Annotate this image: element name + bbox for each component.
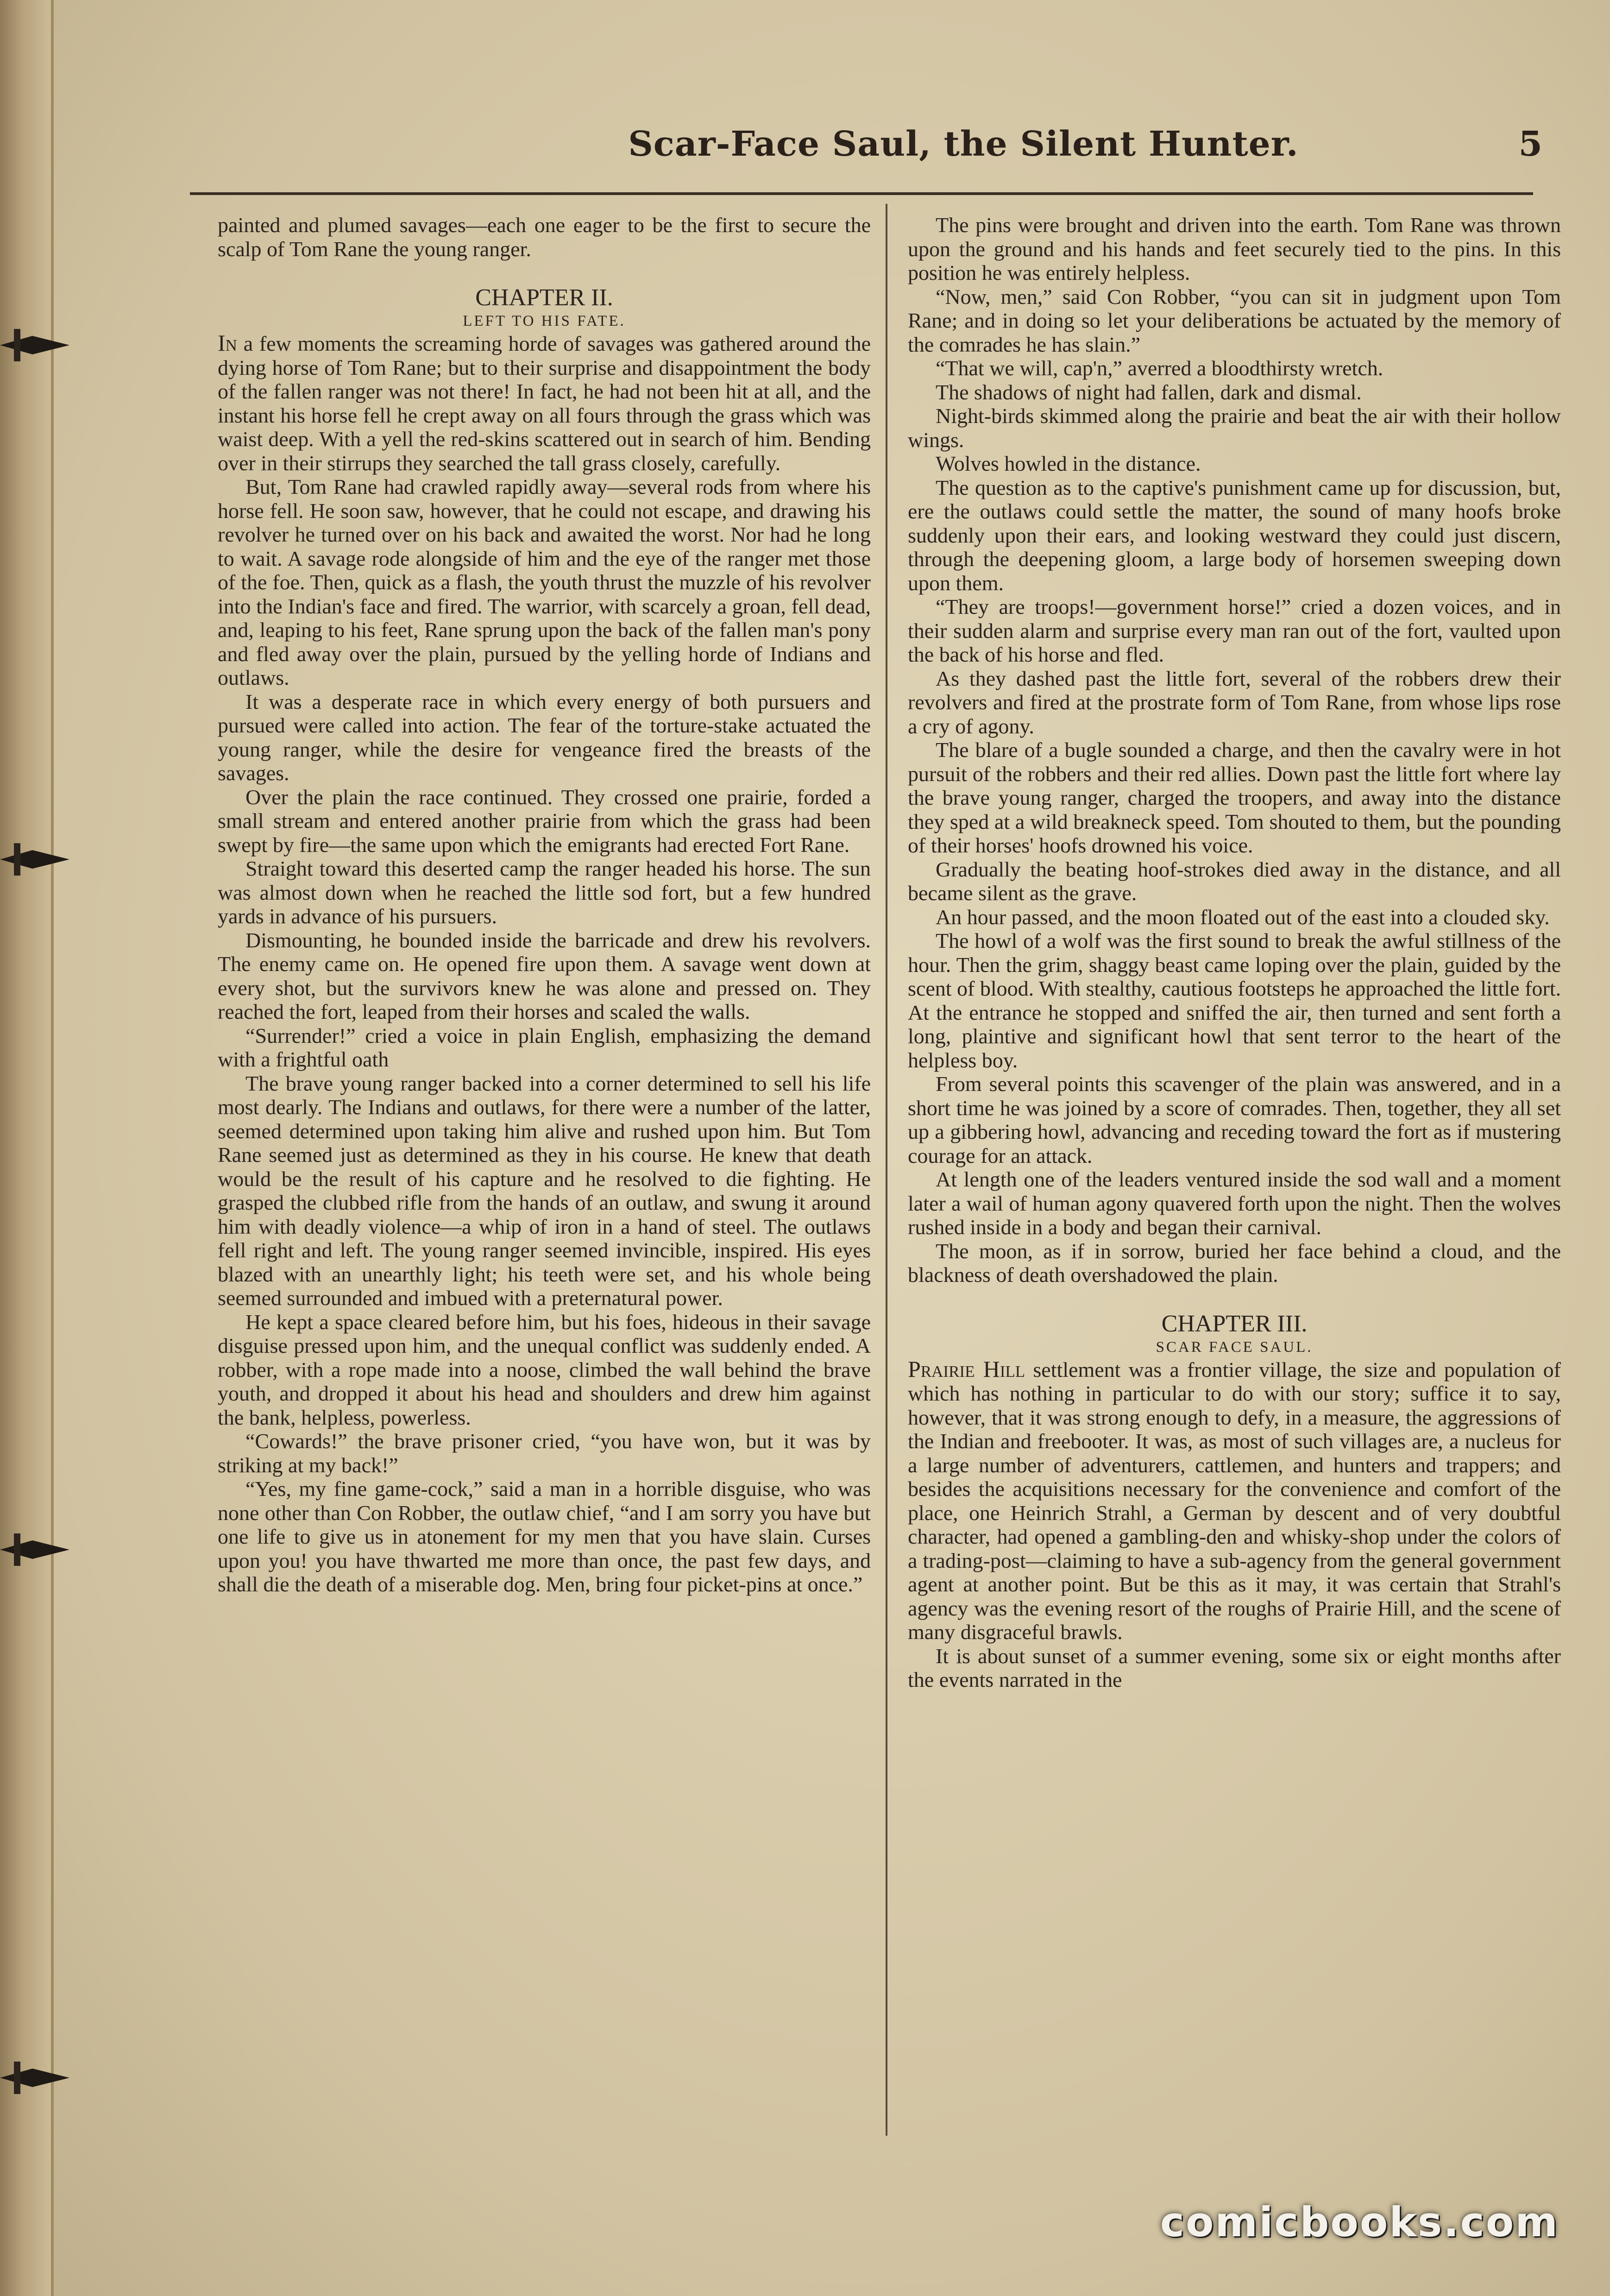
paragraph: But, Tom Rane had crawled rapidly away—several rods from where his horse fell. He soon saw, however, that he could not escape, and drawing his revolver he turned over on his back and awaited the worst. Nor had he long to wait. A savage rode alongside of him and the eye of the ranger met those of the foe. Then, quick as a flash, the youth thrust the muzzle of his revolver into the Indian's face and fired. The warrior, with scarcely a groan, fell dead, and, leaping to his feet, Rane sprung upon the back of the fallen man's pony and fled away over the plain, pursued by the yelling horde of Indians and outlaws.: [218, 475, 871, 689]
paragraph: It is about sunset of a summer evening, some six or eight months after the events narrated in the: [908, 1644, 1561, 1691]
paragraph: The moon, as if in sorrow, buried her face behind a cloud, and the blackness of death overshadowed the plain.: [908, 1239, 1561, 1287]
binding-stitch-icon: [0, 1524, 69, 1575]
paragraph-text: settlement was a frontier village, the size and population of which has nothing in particular to do with our story; suffice it to say, however, that it was strong enough to defy, in a measure, the aggressions of the Indian and freebooter. It was, as most of such villages are, a nucleus for a large number of adventurers, cattlemen, and hunters and trappers; and besides the acquisitions necessary for the convenience and comfort of the place, one Heinrich Strahl, a German by descent and of very doubtful character, had opened a gambling-den and whisky-shop under the colors of a trading-post—claiming to have a sub-agency from the general government agent at another point. But be this as it may, it was certain that Strahl's agency was the evening resort of the roughs of Prairie Hill, and the scene of many disgraceful brawls.: [908, 1357, 1561, 1644]
column-divider: [886, 204, 887, 2136]
binding-stitch-icon: [0, 2052, 69, 2103]
paragraph: At length one of the leaders ventured inside the sod wall and a moment later a wail of human agony quavered forth upon the night. Then the wolves rushed inside in a body and began their carnival.: [908, 1167, 1561, 1239]
page-header: [547, 124, 1542, 175]
paragraph: The pins were brought and driven into the earth. Tom Rane was thrown upon the ground and his hands and feet securely tied to the pins. In this position he was entirely helpless.: [908, 213, 1561, 284]
paragraph: The brave young ranger backed into a corner determined to sell his life most dearly. The Indians and outlaws, for there were a number of the latter, seemed determined upon taking him alive and rushed upon him. But Tom Rane seemed just as determined as they in his course. He knew that death would be the result of his capture and he resolved to die fighting. He grasped the clubbed rifle from the hands of an outlaw, and swung it around him with deadly violence—a whip of iron in a hand of steel. The outlaws fell right and left. The young ranger seemed invincible, inspired. His eyes blazed with an unearthly light; his teeth were set, and his whole being seemed surrounded and imbued with a preternatural power.: [218, 1071, 871, 1310]
right-column: [908, 213, 1561, 2131]
paragraph: The shadows of night had fallen, dark and dismal.: [936, 380, 1362, 404]
paragraph: Straight toward this deserted camp the ranger headed his horse. The sun was almost down when he reached the little sod fort, but a few hundred yards in advance of his pursuers.: [218, 857, 871, 928]
paragraph: The howl of a wolf was the first sound to break the awful stillness of the hour. Then the grim, shaggy beast came loping over the plain, guided by the scent of blood. With stealthy, cautious footsteps he approached the little fort. At the entrance he stopped and sniffed the air, then turned and sent forth a long, plaintive and significant howl that sent terror to the heart of the helpless boy.: [908, 929, 1561, 1072]
paragraph: The question as to the captive's punishment came up for discussion, but, ere the outlaws could settle the matter, the sound of many hoofs broke suddenly upon their ears, and looking westward they could just discern, through the deepening gloom, a large body of horsemen sweeping down upon them.: [908, 475, 1561, 595]
paragraph: [908, 1357, 1561, 1644]
page-number: 5: [1518, 124, 1542, 164]
binding-stitch-icon: [0, 834, 69, 885]
paragraph: painted and plumed savages—each one eager to be the first to secure the scalp of Tom Rane the young ranger.: [218, 213, 871, 261]
paragraph: It was a desperate race in which every energy of both pursuers and pursued were called into action. The fear of the torture-stake actuated the young ranger, while the desire for vengeance fired the breasts of the savages.: [218, 689, 871, 785]
paragraph: “Surrender!” cried a voice in plain English, emphasizing the demand with a frightful oath: [218, 1023, 871, 1071]
paragraph: [218, 331, 871, 475]
left-column: [218, 213, 871, 2131]
chapter-subtitle: LEFT TO HIS FATE.: [463, 313, 626, 329]
paragraph-lead: Prairie Hill: [908, 1356, 1025, 1382]
paragraph: From several points this scavenger of the plain was answered, and in a short time he was joined by a score of comrades. Then, together, they all set up a gibbering howl, advancing and receding toward the fort as if mustering courage for an attack.: [908, 1072, 1561, 1167]
header-rule: [190, 192, 1533, 195]
paragraph-text: a few moments the screaming horde of savages was gathered around the dying horse of Tom Rane; but to their surprise and disappointment the body of the fallen ranger was not there! In fact, he had not been hit at all, and the instant his horse fell he crept away on all fours through the grass which was waist deep. With a yell the red-skins scattered out in search of him. Bending over in their stirrups they searched the tall grass closely, carefully.: [218, 332, 871, 475]
paragraph-lead: In: [218, 330, 237, 356]
running-title: Scar-Face Saul, the Silent Hunter.: [628, 124, 1299, 164]
paragraph: “That we will, cap'n,” averred a bloodthirsty wretch.: [936, 356, 1384, 380]
paragraph: “They are troops!—government horse!” cried a dozen voices, and in their sudden alarm and surprise every man ran out of the fort, vaulted upon the back of his horse and fled.: [908, 595, 1561, 666]
paragraph: An hour passed, and the moon floated out of the east into a clouded sky.: [936, 905, 1550, 929]
chapter-subtitle: SCAR FACE SAUL.: [1156, 1338, 1313, 1356]
paragraph: “Yes, my fine game-cock,” said a man in a horrible disguise, who was none other than Con Robber, the outlaw chief, “and I am sorry you have but one life to give us in atonement for my men that you have slain. Curses upon you! you have thwarted me more than once, the past few days, and shall die the death of a miserable dog. Men, bring four picket-pins at once.”: [218, 1477, 871, 1596]
paragraph: “Now, men,” said Con Robber, “you can sit in judgment upon Tom Rane; and in doing so let your deliberations be actuated by the memory of the comrades he has slain.”: [908, 284, 1561, 356]
paragraph: Wolves howled in the distance.: [936, 452, 1201, 475]
chapter-heading: CHAPTER III.: [1161, 1310, 1308, 1337]
paragraph: Over the plain the race continued. They crossed one prairie, forded a small stream and entered another prairie from which the grass had been swept by fire—the same upon which the emigrants had erected Fort Rane.: [218, 785, 871, 857]
paragraph: Night-birds skimmed along the prairie and beat the air with their hollow wings.: [908, 404, 1561, 452]
paragraph: The blare of a bugle sounded a charge, and then the cavalry were in hot pursuit of the robbers and their red allies. Down past the little fort where lay the brave young ranger, charged the troopers, and away into the distance they sped at a wild breakneck speed. Tom shouted to them, but the pounding of their horses' hoofs drowned his voice.: [908, 738, 1561, 857]
binding-stitch-icon: [0, 320, 69, 371]
paragraph: As they dashed past the little fort, several of the robbers drew their revolvers and fired at the prostrate form of Tom Rane, from whose lips rose a cry of agony.: [908, 666, 1561, 738]
paragraph: He kept a space cleared before him, but his foes, hideous in their savage disguise pressed upon him, and the unequal conflict was suddenly ended. A robber, with a rope made into a noose, climbed the wall behind the brave youth, and dropped it about his head and shoulders and drew him against the bank, helpless, powerless.: [218, 1310, 871, 1429]
paragraph: Gradually the beating hoof-strokes died away in the distance, and all became silent as the grave.: [908, 857, 1561, 905]
paragraph: “Cowards!” the brave prisoner cried, “you have won, but it was by striking at my back!”: [218, 1429, 871, 1477]
site-watermark: comicbooks.com: [1160, 2198, 1559, 2246]
paragraph: Dismounting, he bounded inside the barricade and drew his revolvers. The enemy came on. He opened fire upon them. A savage went down at every shot, but the survivors knew he was alone and pressed on. They reached the fort, leaped from their horses and scaled the walls.: [218, 928, 871, 1023]
chapter-heading: CHAPTER II.: [475, 284, 613, 311]
